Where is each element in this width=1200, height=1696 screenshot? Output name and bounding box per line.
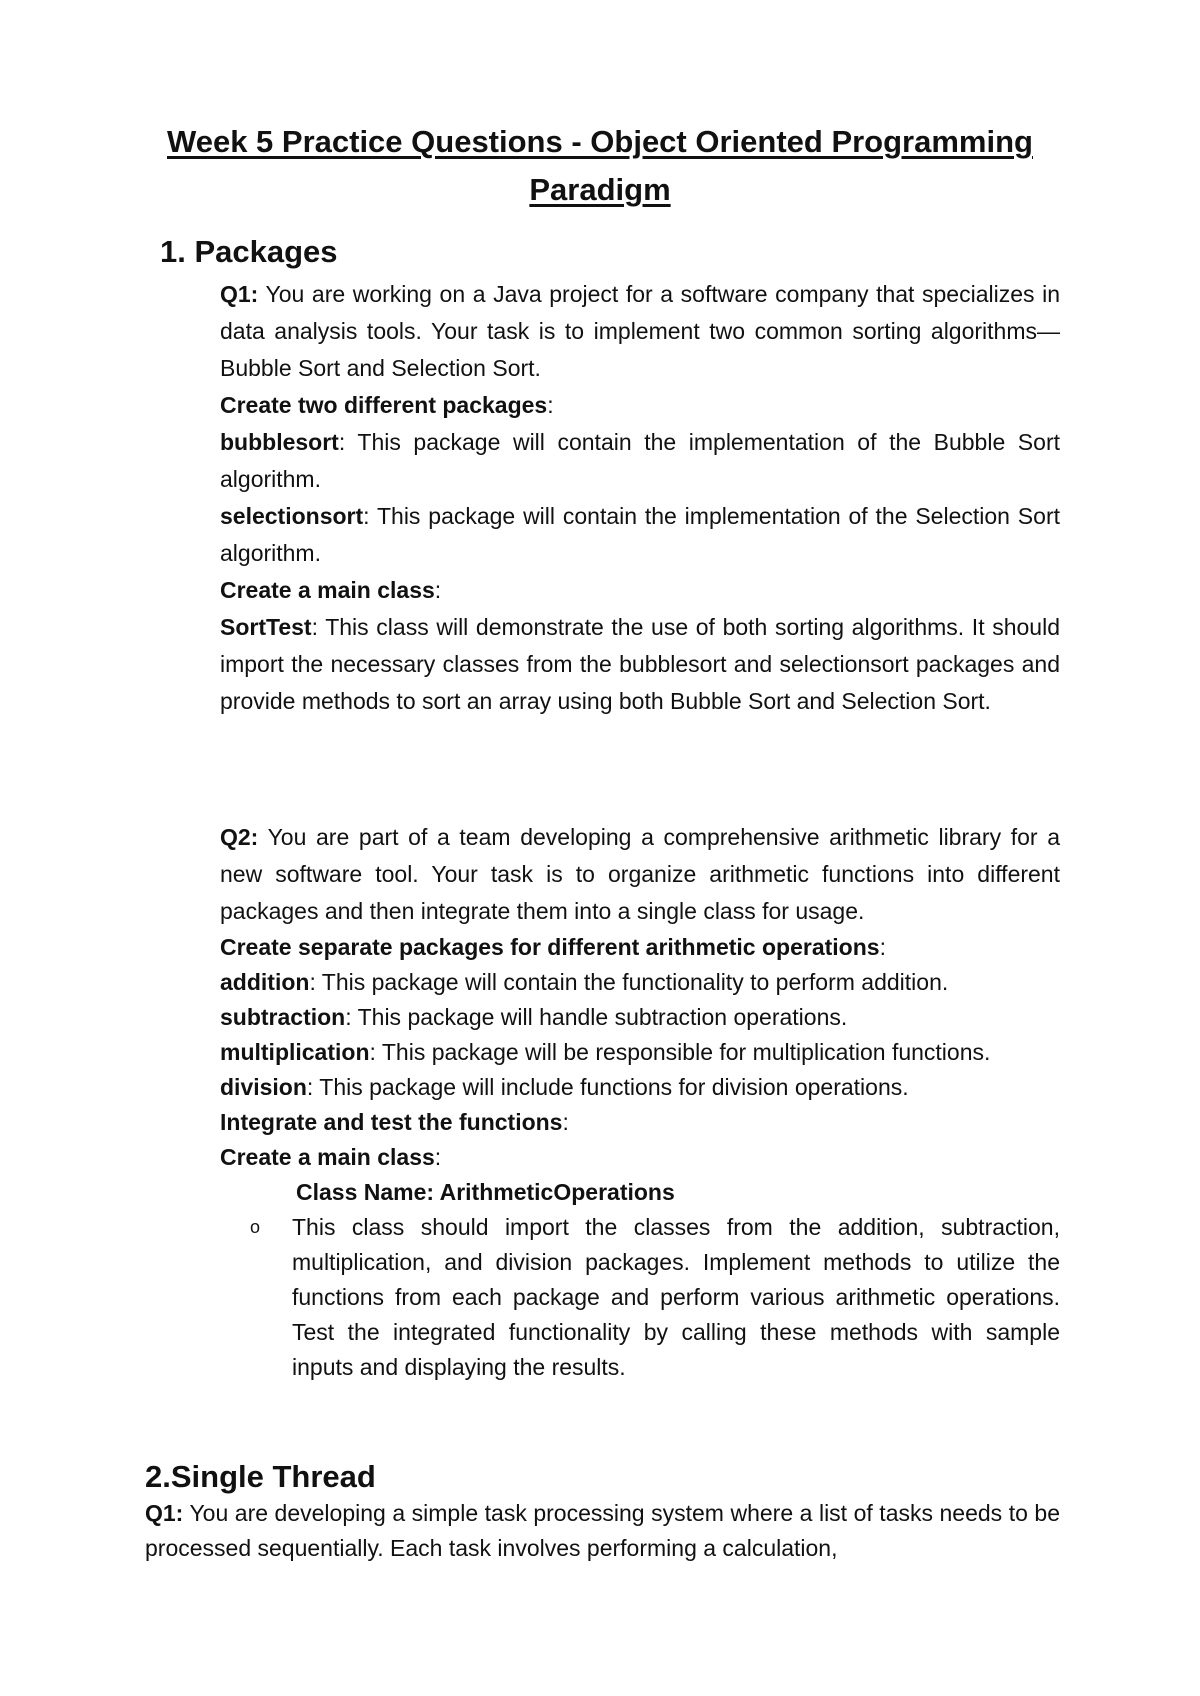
single-thread-question-1 — [145, 1496, 1060, 1566]
circle-bullet-icon: o — [250, 1217, 261, 1237]
q2-addition: addition: This package will contain the functionality to perform addition. — [220, 969, 949, 995]
q1-selectionsort: selectionsort: This package will contain the implementation of the Selection Sort algorithm. — [220, 503, 1060, 566]
q1-label: Q1: — [220, 281, 259, 307]
document-title — [140, 118, 1060, 214]
q2-subtraction: subtraction: This package will handle subtraction operations. — [220, 1004, 848, 1030]
section-heading-packages: 1. Packages — [160, 234, 338, 269]
q2-multiplication: multiplication: This package will be responsible for multiplication functions. — [220, 1039, 991, 1065]
q1-bubblesort: bubblesort: This package will contain the implementation of the Bubble Sort algorithm. — [220, 429, 1060, 492]
q1-intro: Q1: You are working on a Java project for a software company that specializes in data analysis tools. Your task is to implement two common sorting algorithms—Bubble Sort and Selection Sort. — [220, 281, 1060, 381]
section-heading-single-thread: 2.Single Thread — [145, 1459, 376, 1494]
q2-division: division: This package will include functions for division operations. — [220, 1074, 909, 1100]
q2-integrate: Integrate and test the functions: — [220, 1109, 569, 1135]
q2-details — [220, 930, 1060, 1385]
q2-create-separate: Create separate packages for different arithmetic operations: — [220, 934, 886, 960]
s2-q1-text: Q1: You are developing a simple task processing system where a list of tasks needs to be processed sequentially. Each task involves performing a calculation, — [145, 1500, 1060, 1561]
q2-label: Q2: — [220, 824, 259, 850]
q2-bullet-text: This class should import the classes from the addition, subtraction, multiplication, and division packages. Implement methods to utilize the functions from each package and perform various arithmetic operations. Test the integrated functionality by calling these methods with sample inputs and displaying the results. — [292, 1214, 1060, 1380]
packages-question-2 — [220, 819, 1060, 1385]
q2-create-main: Create a main class: — [220, 1144, 442, 1170]
title-line-1: Week 5 Practice Questions - Object Oriented Programming — [167, 124, 1033, 159]
q1-create-packages: Create two different packages: — [220, 392, 554, 418]
q2-class-name: Class Name: ArithmeticOperations — [296, 1179, 675, 1205]
q2-bullet-item — [220, 1210, 1060, 1385]
packages-question-1 — [220, 276, 1060, 720]
s2-q1-label: Q1: — [145, 1500, 184, 1526]
title-line-2: Paradigm — [529, 172, 671, 207]
q1-create-main: Create a main class: — [220, 577, 442, 603]
q2-intro: Q2: You are part of a team developing a comprehensive arithmetic library for a new software tool. Your task is to organize arithmetic functions into different packages and then integrate them into a single class for usage. — [220, 824, 1060, 924]
q1-sorttest: SortTest: This class will demonstrate the use of both sorting algorithms. It should import the necessary classes from the bubblesort and selectionsort packages and provide methods to sort an array using both Bubble Sort and Selection Sort. — [220, 614, 1060, 714]
